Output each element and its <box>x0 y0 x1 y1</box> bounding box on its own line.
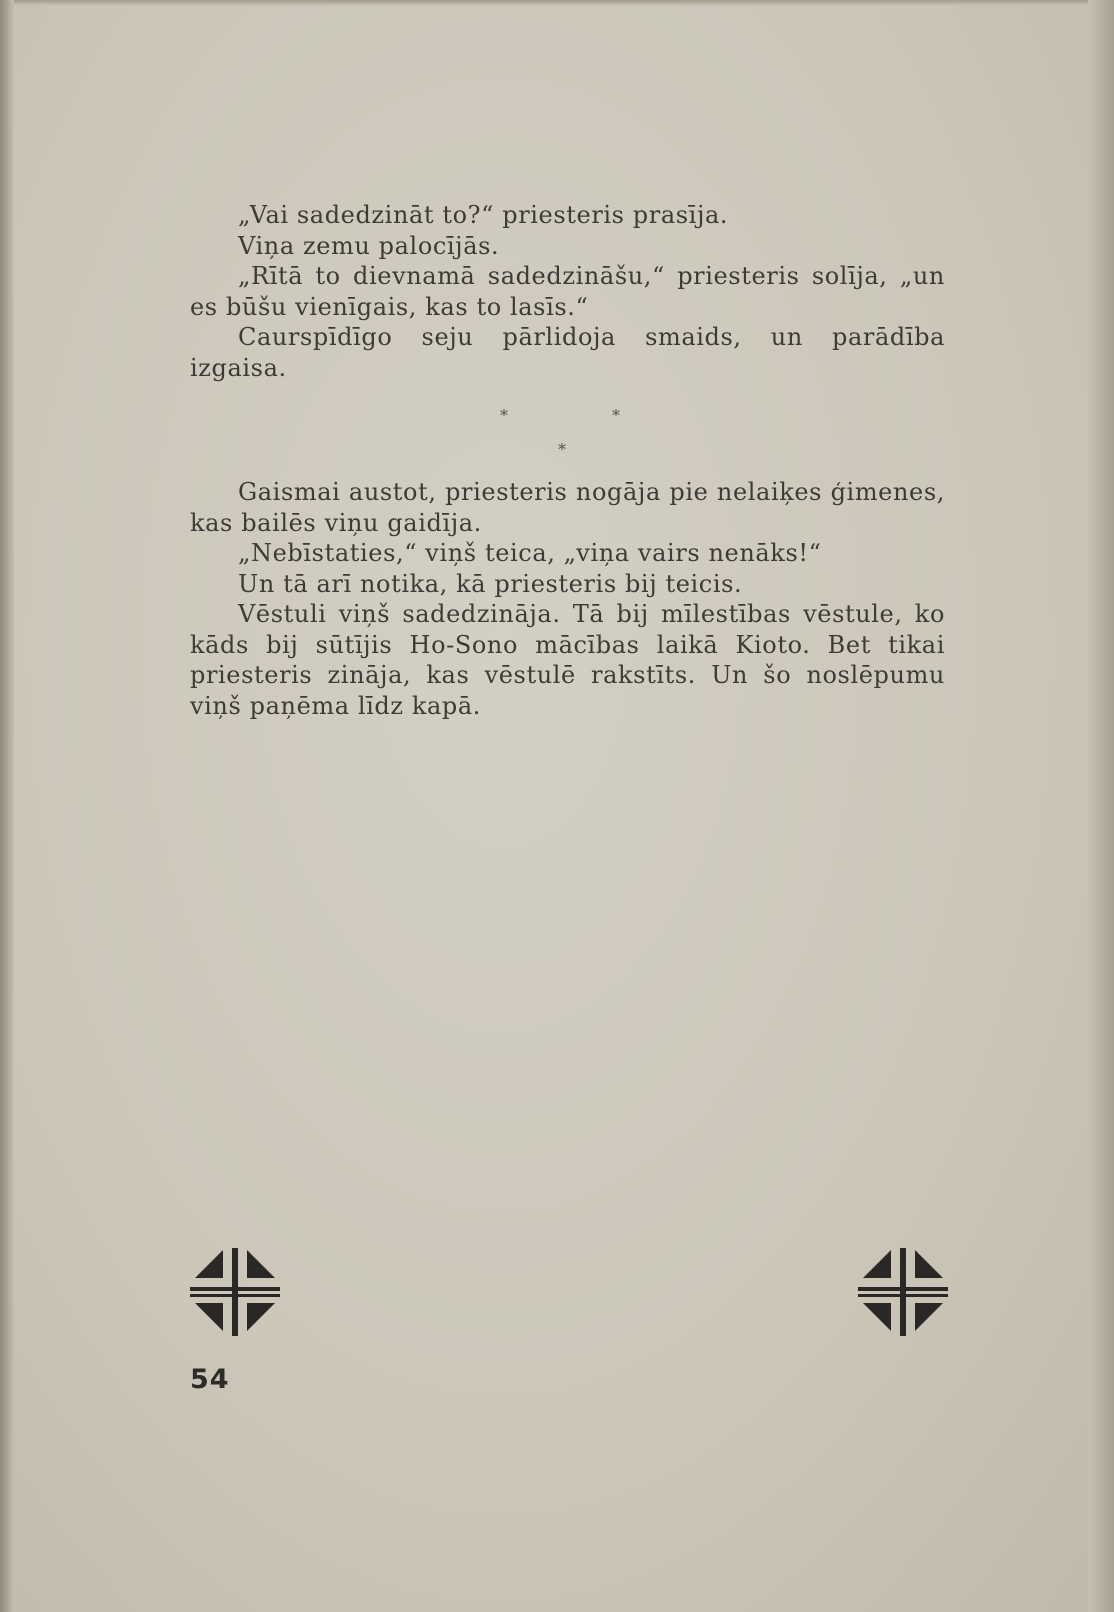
section-separator <box>190 383 945 477</box>
paragraph: „Nebīstaties,“ viņš teica, „viņa vairs nenāks!“ <box>238 539 822 567</box>
page-top-edge <box>0 0 1114 6</box>
cross-ornament-icon <box>190 1248 280 1338</box>
page-left-edge <box>0 0 14 1612</box>
paragraph: Un tā arī notika, kā priesteris bij teicis. <box>238 569 743 598</box>
body-text <box>190 200 945 721</box>
page-right-edge <box>1088 0 1114 1612</box>
page-number: 54 <box>190 1364 230 1395</box>
paragraph: Vēstuli viņš sadedzināja. Tā bij mīlestības vēstule, ko kāds bij sūtījis Ho-Sono mācības laikā Kioto. Bet tikai priesteris zināja, kas vēstulē rakstīts. Un šo noslēpumu viņš paņēma līdz kapā. <box>190 600 945 720</box>
separator-star: * <box>500 406 509 425</box>
cross-ornament-icon <box>858 1248 948 1338</box>
paragraph: Viņa zemu palocījās. <box>238 231 500 260</box>
paragraph: „Vai sadedzināt to?“ priesteris prasīja. <box>238 201 729 229</box>
paragraph: „Rītā to dievnamā sadedzināšu,“ priesteris solīja, „un es būšu vienīgais, kas to lasīs.“ <box>190 262 945 321</box>
separator-star: * <box>612 406 621 425</box>
separator-star: * <box>558 440 567 459</box>
paragraph: Caurspīdīgo seju pārlidoja smaids, un parādība izgaisa. <box>190 323 945 382</box>
paragraph: Gaismai austot, priesteris nogāja pie nelaiķes ģimenes, kas bailēs viņu gaidīja. <box>190 478 945 537</box>
